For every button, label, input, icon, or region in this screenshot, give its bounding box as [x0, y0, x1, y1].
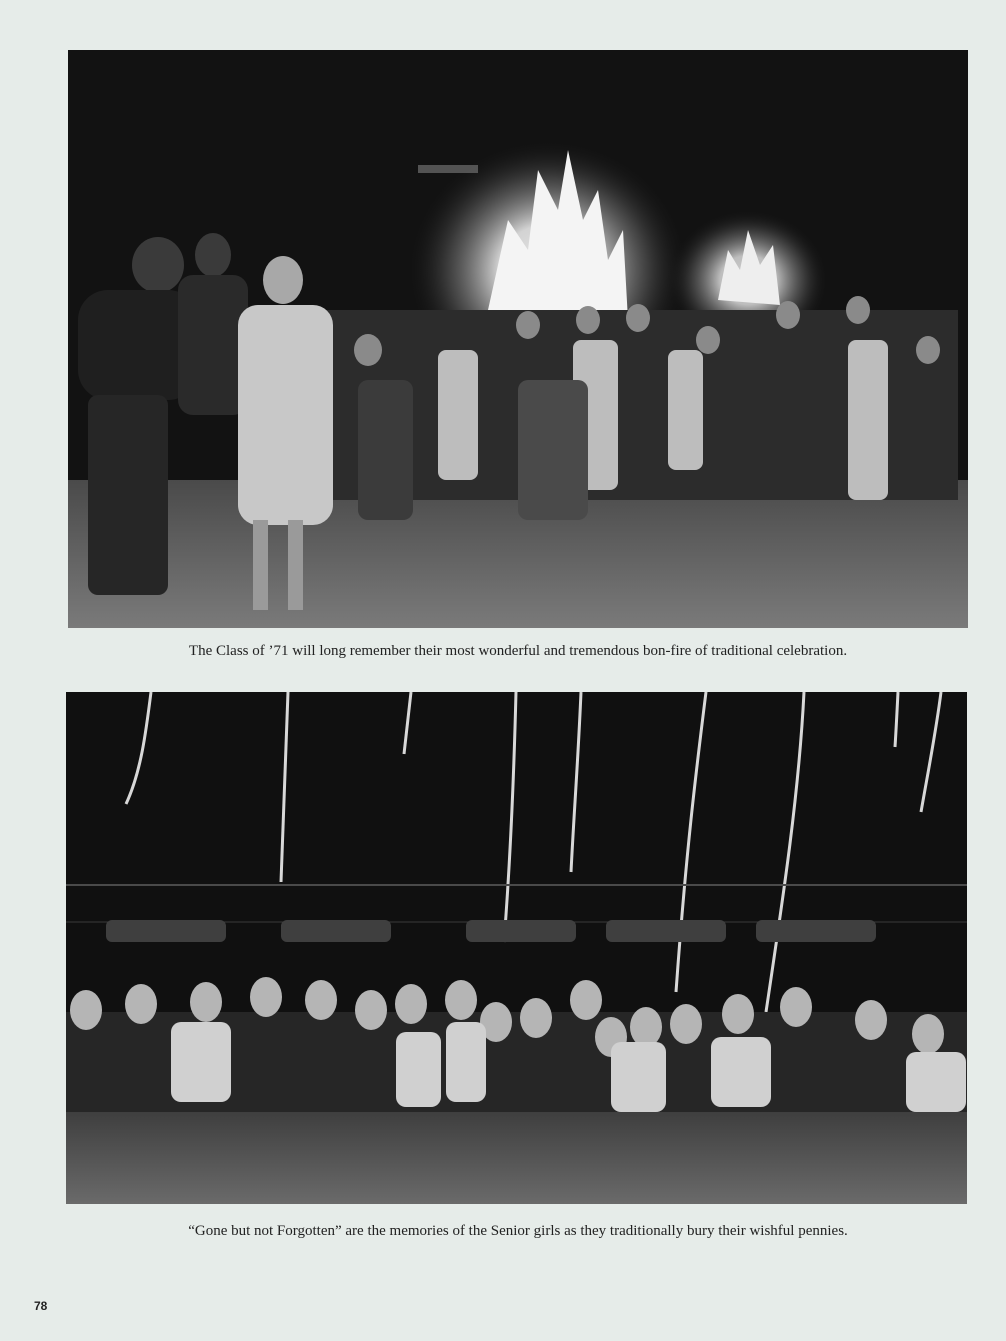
- bonfire-crowd-photo: [68, 50, 968, 628]
- senior-girls-row-photo: [66, 692, 967, 1204]
- page-number: 78: [34, 1299, 48, 1313]
- photo-caption-bonfire: The Class of ’71 will long remember their most wonderful and tremendous bon-fire of traditional celebration.: [188, 643, 848, 659]
- bonfire-crowd-image: [68, 50, 968, 628]
- senior-girls-image: [66, 692, 967, 1204]
- photo-caption-senior-girls: “Gone but not Forgotten” are the memories of the Senior girls as they traditionally bury their wishful pennies.: [188, 1223, 848, 1239]
